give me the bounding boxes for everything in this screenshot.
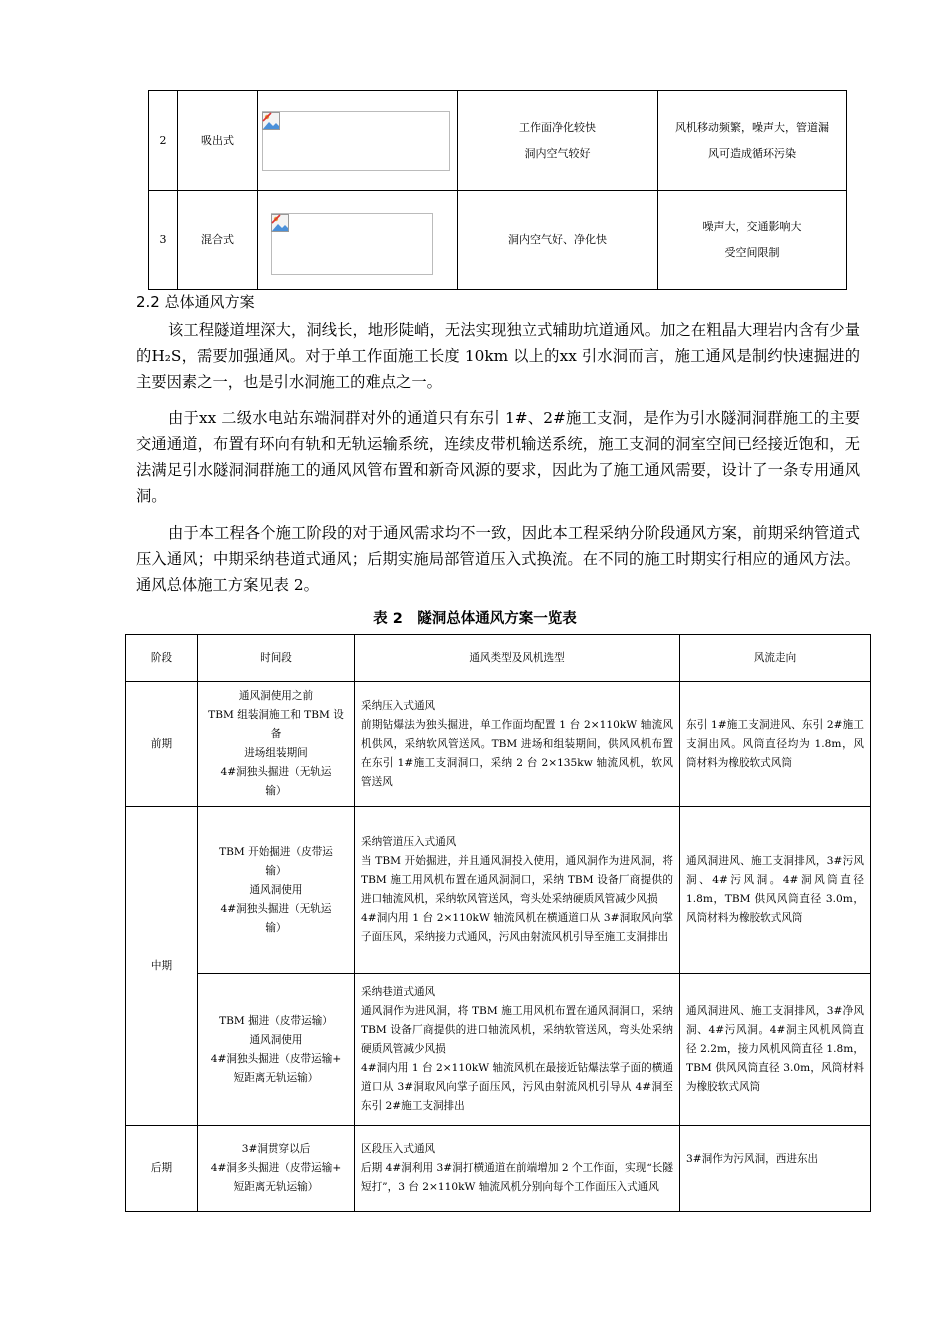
body-paragraph: 该工程隧道埋深大，洞线长，地形陡峭，无法实现独立式辅助坑道通风。加之在粗晶大理岩内含有少量的H₂S，需要加强通风。对于单工作面施工长度 10km 以上的xx 引水洞而言，施工通风是制约快速掘进的主要因素之一，也是引水洞施工的难点之一。 [136, 321, 860, 391]
period-cell: 3#洞贯穿以后 4#洞多头掘进（皮带运输+ 短距离无轨运输） [198, 1126, 355, 1212]
advantages: 工作面净化较快 洞内空气较好 [458, 91, 658, 191]
column-header: 阶段 [126, 635, 198, 682]
table-row [126, 682, 871, 807]
table-row [126, 974, 871, 1126]
type-cell: 采纳压入式通风 前期钻爆法为独头掘进，单工作面均配置 1 台 2×110kW 轴流风机供风，采纳软风管送风。TBM 进场和组装期间，供风风机布置在东引 1#施工支洞洞口，采纳 2 台 2×135kw 轴流风机，软风管送风 [355, 682, 680, 807]
stage-cell: 中期 [126, 807, 198, 1126]
disadvantages: 噪声大，交通影响大 受空间限制 [658, 191, 847, 290]
body-paragraph: 由于本工程各个施工阶段的对于通风需求均不一致，因此本工程采纳分阶段通风方案，前期采纳管道式压入通风；中期采纳巷道式通风；后期实施局部管道压入式换流。在不同的施工时期实行相应的通风方法。通风总体施工方案见表 2。 [136, 524, 860, 594]
image-frame [271, 213, 433, 275]
comparison-table [148, 90, 847, 290]
image-frame [262, 111, 450, 171]
column-header: 风流走向 [680, 635, 871, 682]
flow-cell: 3#洞作为污风洞，西进东出 [680, 1126, 871, 1212]
period-cell: TBM 掘进（皮带运输） 通风洞使用 4#洞独头掘进（皮带运输+ 短距离无轨运输） [198, 974, 355, 1126]
period-cell: 通风洞使用之前 TBM 组装洞施工和 TBM 设备 进场组装期间 4#洞独头掘进（无轨运 输） [198, 682, 355, 807]
table-caption: 表 2 隧洞总体通风方案一览表 [373, 611, 577, 627]
disadvantages: 风机移动频繁，噪声大，管道漏 风可造成循环污染 [658, 91, 847, 191]
ventilation-plan-table [125, 634, 871, 1212]
stage-cell: 后期 [126, 1126, 198, 1212]
flow-cell: 通风洞进风、施工支洞排风，3#净风洞、4#污风洞。4#洞主风机风筒直径 2.2m，接力风机风筒直径 1.8m，TBM 供风风筒直径 3.0m，风筒材料为橡胶软式风筒 [680, 974, 871, 1126]
period-cell: TBM 开始掘进（皮带运 输） 通风洞使用 4#洞独头掘进（无轨运 输） [198, 807, 355, 974]
table-header-row [126, 635, 871, 682]
method-name: 混合式 [178, 191, 258, 290]
row-number: 2 [149, 91, 178, 191]
advantages: 洞内空气好、净化快 [458, 191, 658, 290]
table-row [126, 1126, 871, 1212]
broken-image-icon [271, 214, 289, 232]
body-paragraph: 由于xx 二级水电站东端洞群对外的通道只有东引 1#、2#施工支洞，是作为引水隧洞洞群施工的主要交通通道，布置有环向有轨和无轨运输系统，连续皮带机输送系统，施工支洞的洞室空间已经接近饱和，无法满足引水隧洞洞群施工的通风风管布置和新奇风源的要求，因此为了施工通风需要，设计了一条专用通风洞。 [136, 409, 860, 505]
flow-cell: 通风洞进风、施工支洞排风，3#污风洞、4#污风洞。4#洞风筒直径 1.8m，TBM 供风风筒直径 3.0m，风筒材料为橡胶软式风筒 [680, 807, 871, 974]
type-cell: 采纳管道压入式通风 当 TBM 开始掘进，并且通风洞投入使用，通风洞作为进风洞，将 TBM 施工用风机布置在通风洞洞口，采纳 TBM 设备厂商提供的进口轴流风机，采纳软风管送风，弯头处采纳硬质风管减少风损 4#洞内用 1 台 2×110kW 轴流风机在横通道口从 3#洞取风向掌子面压风，采纳接力式通风，污风由射流风机引导至施工支洞排出 [355, 807, 680, 974]
column-header: 通风类型及风机选型 [355, 635, 680, 682]
table-row [149, 91, 847, 191]
column-header: 时间段 [198, 635, 355, 682]
row-number: 3 [149, 191, 178, 290]
type-cell: 采纳巷道式通风 通风洞作为进风洞，将 TBM 施工用风机布置在通风洞洞口，采纳 TBM 设备厂商提供的进口轴流风机，采纳软管送风，弯头处采纳硬质风管减少风损 4#洞内用 1 台 2×110kW 轴流风机在最接近钻爆法掌子面的横通道口从 3#洞取风向掌子面压风，污风由射流风机引导从 4#洞至东引 2#施工支洞排出 [355, 974, 680, 1126]
broken-image-icon [262, 112, 280, 130]
table-row [149, 191, 847, 290]
diagram-cell [258, 191, 458, 290]
type-cell: 区段压入式通风 后期 4#洞利用 3#洞打横通道在前端增加 2 个工作面，实现“长隧短打”，3 台 2×110kW 轴流风机分别向每个工作面压入式通风 [355, 1126, 680, 1212]
table-row [126, 807, 871, 974]
method-name: 吸出式 [178, 91, 258, 191]
flow-cell: 东引 1#施工支洞进风、东引 2#施工支洞出风。风筒直径均为 1.8m，风筒材料为橡胶软式风筒 [680, 682, 871, 807]
section-heading: 2.2 总体通风方案 [136, 293, 255, 311]
diagram-cell [258, 91, 458, 191]
stage-cell: 前期 [126, 682, 198, 807]
